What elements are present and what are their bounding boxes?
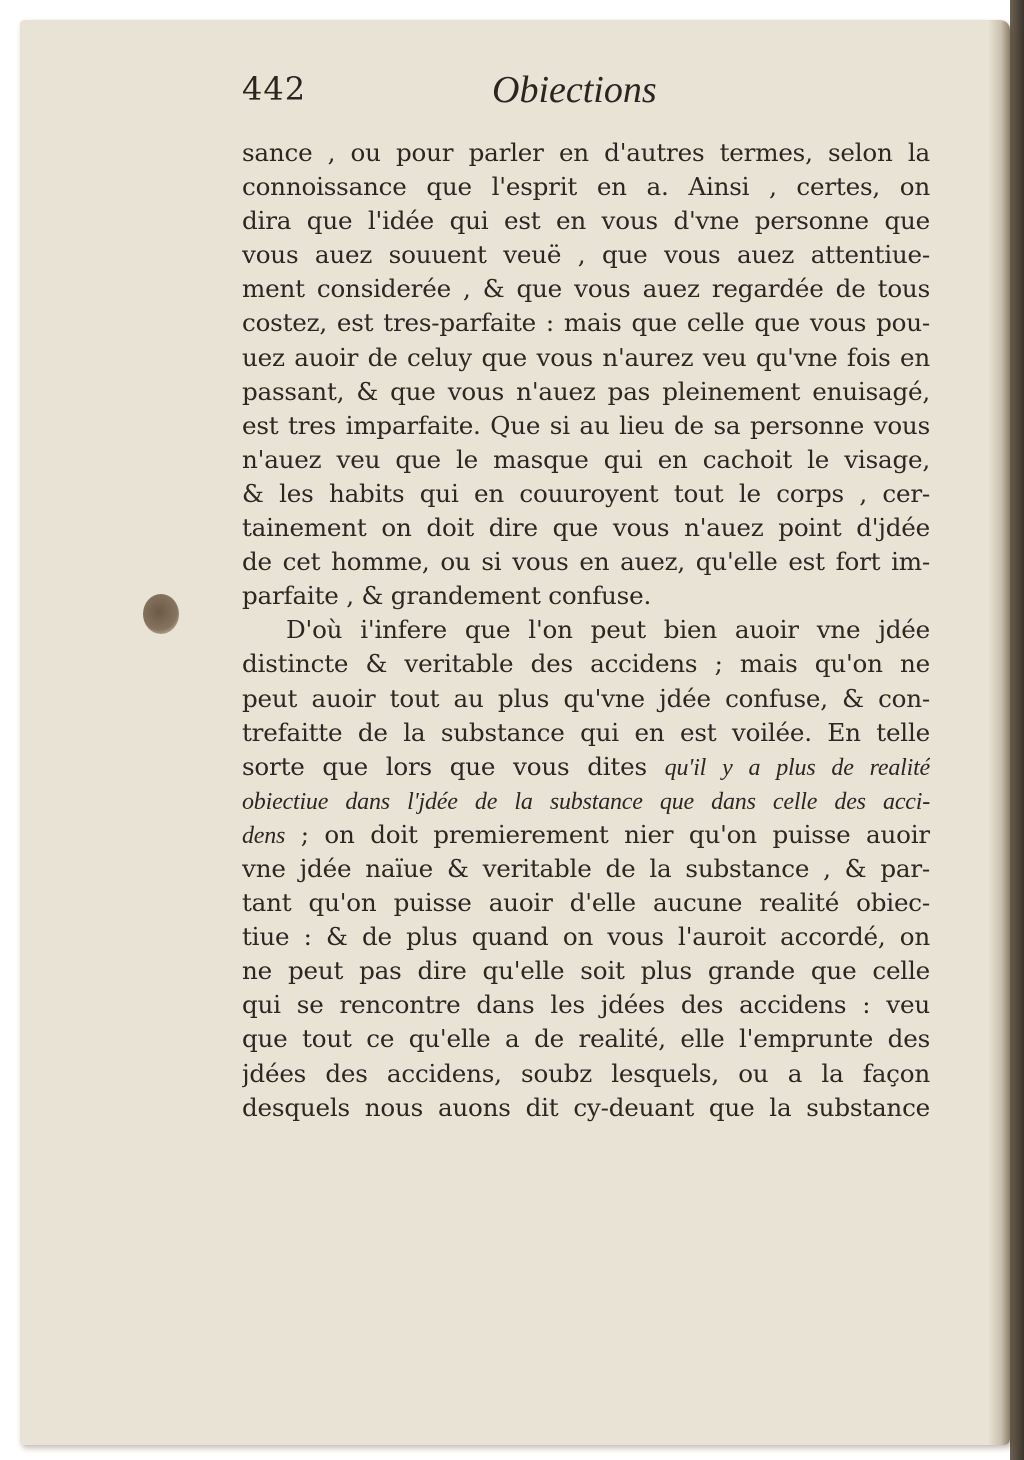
text-line: qui se rencontre dans les jdées des accidens : veu xyxy=(242,990,930,1020)
running-title: Obiections xyxy=(492,69,657,111)
text-line: & les habits qui en couuroyent tout le corps , cer- xyxy=(242,478,930,508)
text-line: uez auoir de celuy que vous n'aurez veu qu'vne fois en xyxy=(242,342,930,372)
italic-quote: obiectiue dans l'jdée de la substance que dans celle des acci- xyxy=(242,788,930,815)
text-line-quote xyxy=(242,784,930,818)
page-gutter-shadow xyxy=(988,20,1010,1445)
text-line: est tres imparfaite. Que si au lieu de sa personne vous xyxy=(242,410,930,440)
text-line: dira que l'idée qui est en vous d'vne personne que xyxy=(242,206,930,236)
text-line: trefaitte de la substance qui en est voilée. En telle xyxy=(242,717,930,747)
text-line-paragraph-start: D'où i'infere que l'on peut bien auoir vne jdée xyxy=(286,615,930,645)
text-line: tainement on doit dire que vous n'auez point d'jdée xyxy=(242,513,930,543)
text-line: costez, est tres-parfaite : mais que celle que vous pou- xyxy=(242,308,930,338)
roman-text: ; on doit premierement nier qu'on puisse auoir xyxy=(285,819,930,849)
roman-text: sorte que lors que vous dites xyxy=(242,751,665,781)
italic-quote: qu'il y a plus de realité xyxy=(664,754,930,781)
page-number: 442 xyxy=(242,70,307,108)
book-spine-edge xyxy=(1010,0,1024,1460)
ink-stain xyxy=(143,594,179,634)
text-line-paragraph-end: parfaite , & grandement confuse. xyxy=(242,581,652,611)
text-line: desquels nous auons dit cy-deuant que la substance xyxy=(242,1092,930,1122)
text-line: n'auez veu que le masque qui en cachoit le visage, xyxy=(242,444,930,474)
text-line: connoissance que l'esprit en a. Ainsi , certes, on xyxy=(242,172,930,202)
text-line: de cet homme, ou si vous en auez, qu'elle est fort im- xyxy=(242,547,930,577)
text-line: ment considerée , & que vous auez regardée de tous xyxy=(242,274,930,304)
text-line: tiue : & de plus quand on vous l'auroit accordé, on xyxy=(242,922,930,952)
text-line: distincte & veritable des accidens ; mais qu'on ne xyxy=(242,649,930,679)
text-line: sance , ou pour parler en d'autres termes, selon la xyxy=(242,138,930,167)
italic-quote: dens xyxy=(242,822,286,849)
text-line: vne jdée naïue & veritable de la substance , & par- xyxy=(242,853,930,883)
text-line: jdées des accidens, soubz lesquels, ou a la façon xyxy=(242,1058,930,1088)
body-text xyxy=(242,136,930,1125)
text-line: que tout ce qu'elle a de realité, elle l'emprunte des xyxy=(242,1024,930,1054)
text-line-with-quote xyxy=(242,818,930,852)
text-line-with-quote xyxy=(242,750,930,784)
page-header xyxy=(242,70,932,130)
text-line: vous auez souuent veuë , que vous auez attentiue- xyxy=(242,240,930,270)
text-line: tant qu'on puisse auoir d'elle aucune realité obiec- xyxy=(242,888,930,918)
text-line: passant, & que vous n'auez pas pleinement enuisagé, xyxy=(242,376,930,406)
text-line: peut auoir tout au plus qu'vne jdée confuse, & con- xyxy=(242,683,930,713)
text-line: ne peut pas dire qu'elle soit plus grande que celle xyxy=(242,956,930,986)
